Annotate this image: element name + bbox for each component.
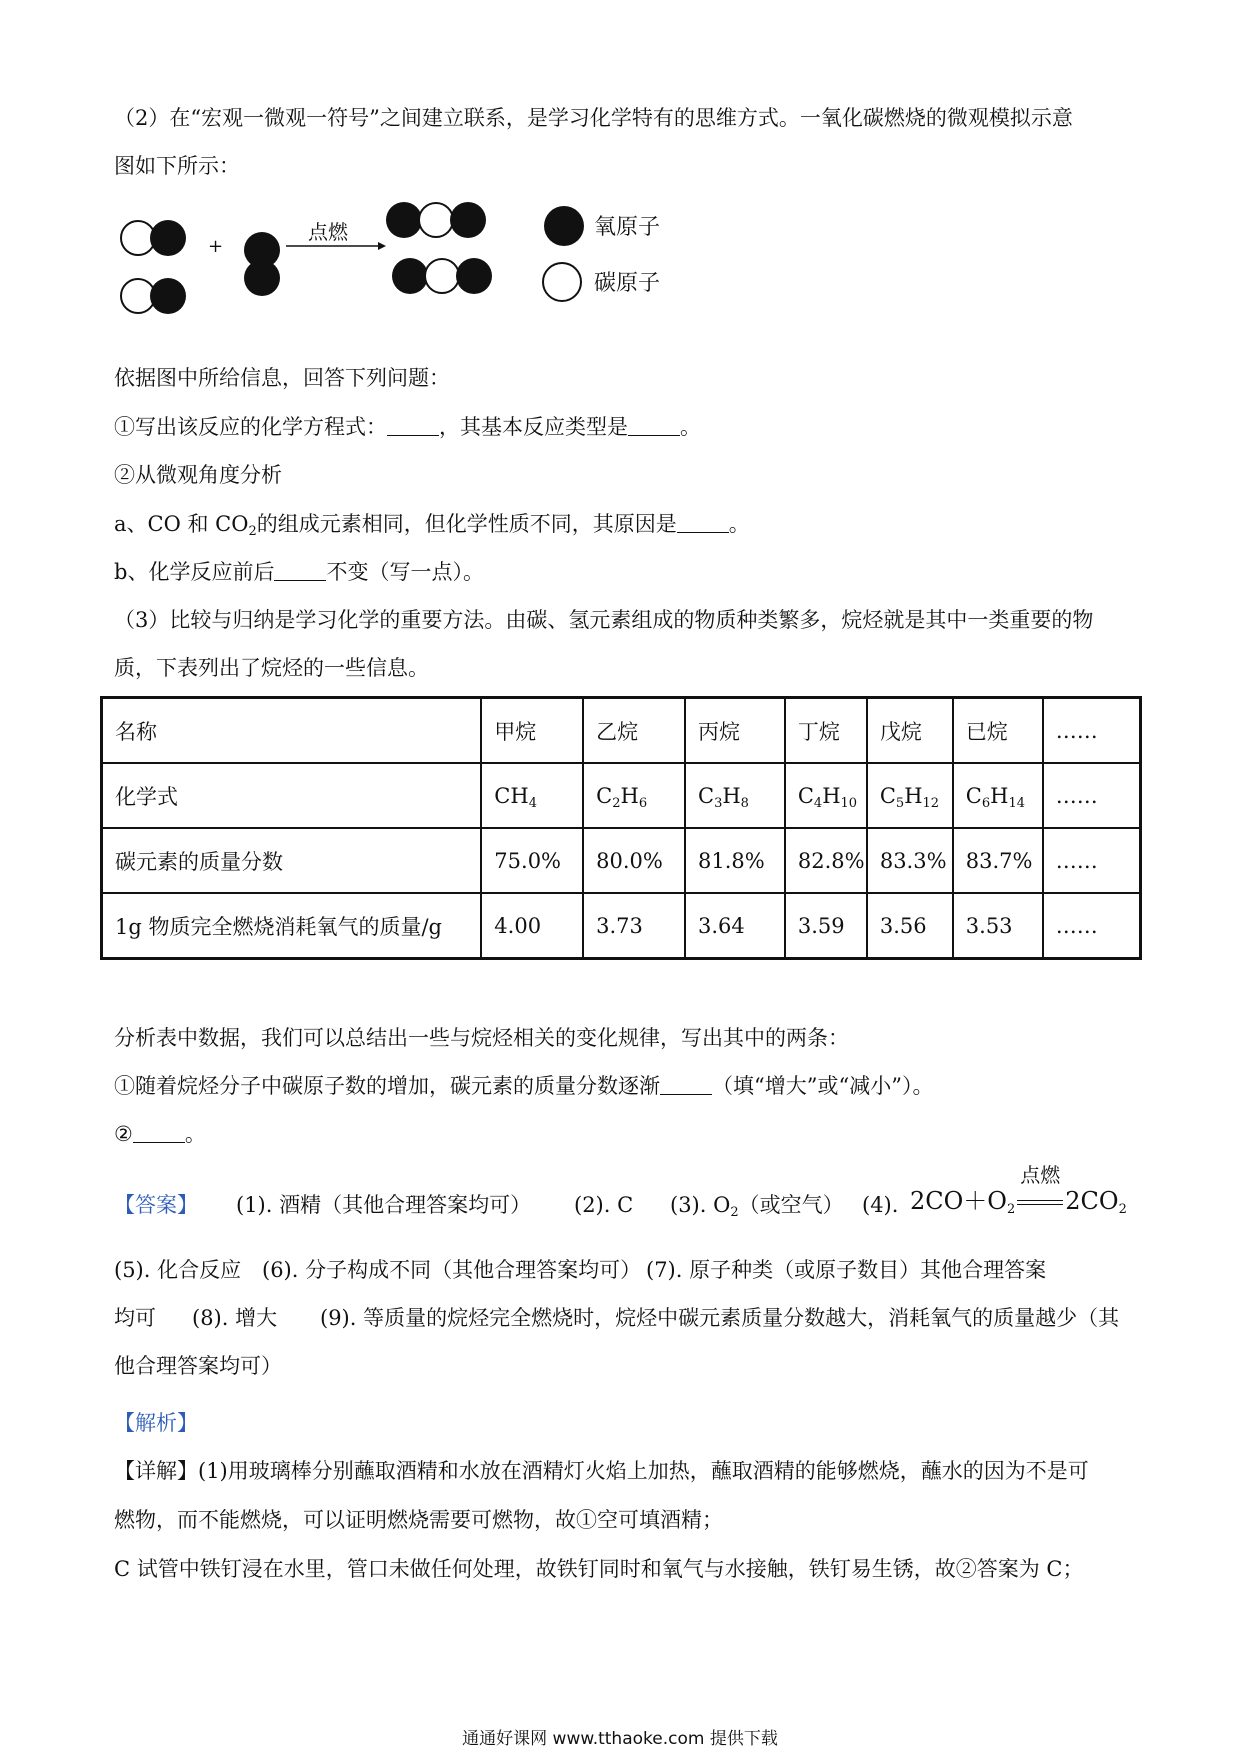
- q2-prompt: 依据图中所给信息，回答下列问题：: [114, 366, 450, 390]
- answer-8: (8). 增大: [192, 1306, 278, 1330]
- carbon-fraction-cell: 83.7%: [953, 828, 1043, 893]
- q3-rule1: [114, 1071, 1140, 1101]
- answer-2: (2). C: [574, 1193, 634, 1217]
- q3-rule2-end: 。: [184, 1122, 206, 1146]
- formula-cell: $C_4H_{10}$: [785, 763, 867, 828]
- answer-3: [670, 1190, 844, 1220]
- formula-c: CH: [494, 783, 529, 808]
- q2-intro-line2: 图如下所示：: [114, 154, 240, 178]
- q3-rule2-text: ②: [114, 1122, 133, 1146]
- detail-line2: 燃物，而不能燃烧，可以证明燃烧需要可燃物，故①空可填酒精；: [114, 1508, 723, 1532]
- q2a-text2: 的组成元素相同，但化学性质不同，其原因是: [256, 512, 677, 536]
- formula-c: C: [879, 783, 896, 808]
- equation-right: 2CO: [1065, 1187, 1119, 1215]
- equals-sign-icon: [1017, 1200, 1063, 1205]
- oxygen-mass-cell: 3.53: [953, 893, 1043, 959]
- q3-rule1-text: ①随着烷烃分子中碳原子数的增加，碳元素的质量分数逐渐: [114, 1074, 660, 1098]
- q3-rule1-end: （填“增大”或“减小”）。: [712, 1074, 934, 1098]
- oxygen-mass-cell: ……: [1043, 893, 1141, 959]
- oxygen-atom: [386, 202, 422, 238]
- q2a-text: a、CO 和 CO: [114, 512, 249, 536]
- row-label: 名称: [102, 698, 482, 764]
- formula-c: C: [797, 783, 814, 808]
- q2-intro-line1: （2）在“宏观一微观一符号”之间建立联系，是学习化学特有的思维方式。一氧化碳燃烧的微观模拟示意: [114, 106, 1073, 130]
- formula-c-sub: 3: [714, 795, 723, 811]
- answer-9: (9). 等质量的烷烃完全燃烧时，烷烃中碳元素质量分数越大，消耗氧气的质量越少（其: [320, 1306, 1120, 1330]
- answer-blank[interactable]: [274, 560, 326, 581]
- carbon-fraction-cell: 81.8%: [685, 828, 785, 893]
- equation-left: 2CO＋O: [910, 1187, 1007, 1215]
- formula-cell: $C_5H_{12}$: [867, 763, 953, 828]
- answer-blank[interactable]: [387, 415, 439, 436]
- q2-sub2-title: ②从微观角度分析: [114, 463, 282, 487]
- reaction-arrow-icon: [286, 240, 386, 252]
- legend-oxygen-atom: [544, 206, 584, 246]
- row-label: 1g 物质完全燃烧消耗氧气的质量/g: [102, 893, 482, 959]
- q3-intro-line2: 质，下表列出了烷烃的一些信息。: [114, 656, 429, 680]
- oxygen-mass-cell: 3.73: [583, 893, 685, 959]
- q3-rule2: [114, 1119, 1140, 1149]
- formula-h-sub: 8: [740, 795, 749, 811]
- q3-intro-line1: （3）比较与归纳是学习化学的重要方法。由碳、氢元素组成的物质种类繁多，烷烃就是其中一类重要的物: [114, 608, 1094, 632]
- arrow-label: 点燃: [308, 220, 348, 244]
- answer-blank[interactable]: [677, 512, 729, 533]
- carbon-fraction-cell: 83.3%: [867, 828, 953, 893]
- oxygen-atom: [456, 258, 492, 294]
- equation: [910, 1163, 1127, 1217]
- alkane-name: 乙烷: [583, 698, 685, 764]
- carbon-atom: [424, 258, 460, 294]
- answer-line3-start: 均可: [114, 1306, 156, 1330]
- formula-c-sub: 6: [981, 795, 991, 811]
- answer-6: (6). 分子构成不同（其他合理答案均可）: [262, 1258, 642, 1282]
- alkane-name: 已烷: [953, 698, 1043, 764]
- q2b-text2: 不变（写一点）。: [326, 560, 484, 584]
- oxygen-atom: [450, 202, 486, 238]
- answer-5: (5). 化合反应: [114, 1258, 242, 1282]
- q2-sub1-mid: ，其基本反应类型是: [439, 415, 628, 439]
- alkane-table: [100, 696, 1142, 960]
- alkane-name: 戊烷: [867, 698, 953, 764]
- carbon-fraction-cell: 75.0%: [481, 828, 583, 893]
- oxygen-mass-cell: 3.64: [685, 893, 785, 959]
- carbon-atom: [418, 202, 454, 238]
- answer-label: 【答案】: [114, 1193, 198, 1217]
- equation-right-sub: 2: [1118, 1202, 1127, 1217]
- answer-1: (1). 酒精（其他合理答案均可）: [236, 1193, 532, 1217]
- oxygen-atom: [392, 258, 428, 294]
- alkane-name: 丁烷: [785, 698, 867, 764]
- formula-h-sub: 12: [922, 795, 940, 811]
- alkane-name: ……: [1043, 698, 1141, 764]
- q2a-subscript: 2: [248, 524, 257, 539]
- oxygen-atom: [150, 278, 186, 314]
- answer-blank[interactable]: [133, 1122, 185, 1143]
- equation-condition: [1015, 1163, 1065, 1216]
- q2b-text: b、化学反应前后: [114, 560, 275, 584]
- oxygen-mass-cell: 3.56: [867, 893, 953, 959]
- answer-blank[interactable]: [628, 415, 680, 436]
- analysis-label: 【解析】: [114, 1411, 198, 1435]
- formula-cell: $C_2H_6$: [583, 763, 685, 828]
- answer-4-num: (4).: [862, 1193, 899, 1217]
- table-row: [102, 828, 1141, 893]
- detail-line1: [114, 1456, 1140, 1486]
- table-row: [102, 893, 1141, 959]
- oxygen-atom: [244, 260, 280, 296]
- answer-line2: [114, 1255, 1140, 1285]
- formula-cell: $C_6H_{14}$: [953, 763, 1043, 828]
- answer-3-text: (3). O: [670, 1193, 731, 1217]
- legend-oxygen-label: 氧原子: [594, 215, 661, 240]
- carbon-fraction-cell: 80.0%: [583, 828, 685, 893]
- formula-c: C: [697, 783, 715, 808]
- answer-7: (7). 原子种类（或原子数目）其他合理答案: [646, 1258, 1047, 1282]
- q2a-end: 。: [728, 512, 750, 536]
- formula-c-sub: 4: [813, 795, 823, 811]
- q2-sub1-text: ①写出该反应的化学方程式：: [114, 415, 387, 439]
- detail-text1: (1)用玻璃棒分别蘸取酒精和水放在酒精灯火焰上加热，蘸取酒精的能够燃烧，蘸水的因为不是可: [198, 1459, 1089, 1483]
- answer-line1: [114, 1163, 1140, 1220]
- equation-left-sub: 2: [1006, 1202, 1016, 1217]
- formula-h-sub: 4: [528, 795, 537, 811]
- q3-analysis: 分析表中数据，我们可以总结出一些与烷烃相关的变化规律，写出其中的两条：: [114, 1026, 849, 1050]
- answer-3-text2: （或空气）: [738, 1193, 844, 1217]
- formula-h-sub: 10: [840, 795, 858, 811]
- formula-cell: [481, 763, 583, 828]
- q2-sub2-b: [114, 557, 1140, 587]
- co-combustion-diagram: [120, 212, 760, 342]
- answer-line3: [114, 1303, 1140, 1333]
- row-label: 化学式: [102, 763, 482, 828]
- detail-line3: C 试管中铁钉浸在水里，管口未做任何处理，故铁钉同时和氧气与水接触，铁钉易生锈，故②答案为 C；: [114, 1557, 1084, 1581]
- q2-sub1-end: 。: [680, 415, 701, 439]
- answer-line4: 他合理答案均可）: [114, 1354, 282, 1378]
- equation-condition-text: 点燃: [1020, 1163, 1061, 1187]
- formula-c-sub: 5: [895, 795, 905, 811]
- oxygen-atom: [150, 220, 186, 256]
- carbon-fraction-cell: ……: [1043, 828, 1141, 893]
- row-label: 碳元素的质量分数: [102, 828, 482, 893]
- carbon-fraction-cell: 82.8%: [785, 828, 867, 893]
- formula-h-sub: 6: [638, 795, 648, 811]
- legend-carbon-label: 碳原子: [594, 271, 661, 296]
- legend-carbon-atom: [542, 262, 582, 302]
- formula-c: C: [596, 783, 613, 808]
- formula-c: C: [965, 783, 982, 808]
- answer-3-sub: 2: [730, 1205, 739, 1220]
- alkane-name: 丙烷: [685, 698, 785, 764]
- q2-sub1: [114, 412, 1140, 442]
- answer-blank[interactable]: [660, 1074, 712, 1095]
- formula-cell: ……: [1043, 763, 1141, 828]
- detail-label: 【详解】: [114, 1459, 198, 1483]
- table-row: [102, 763, 1141, 828]
- formula-c-sub: 2: [612, 795, 621, 811]
- plus-sign: +: [208, 236, 224, 257]
- alkane-name: 甲烷: [481, 698, 583, 764]
- q2-sub2-a: [114, 509, 1140, 539]
- oxygen-mass-cell: 3.59: [785, 893, 867, 959]
- formula-cell: $C_3H_8$: [685, 763, 785, 828]
- formula-h-sub: 14: [1008, 795, 1026, 811]
- oxygen-mass-cell: 4.00: [481, 893, 583, 959]
- table-row: [102, 698, 1141, 764]
- footer-watermark: 通通好课网 www.tthaoke.com 提供下载: [462, 1729, 778, 1749]
